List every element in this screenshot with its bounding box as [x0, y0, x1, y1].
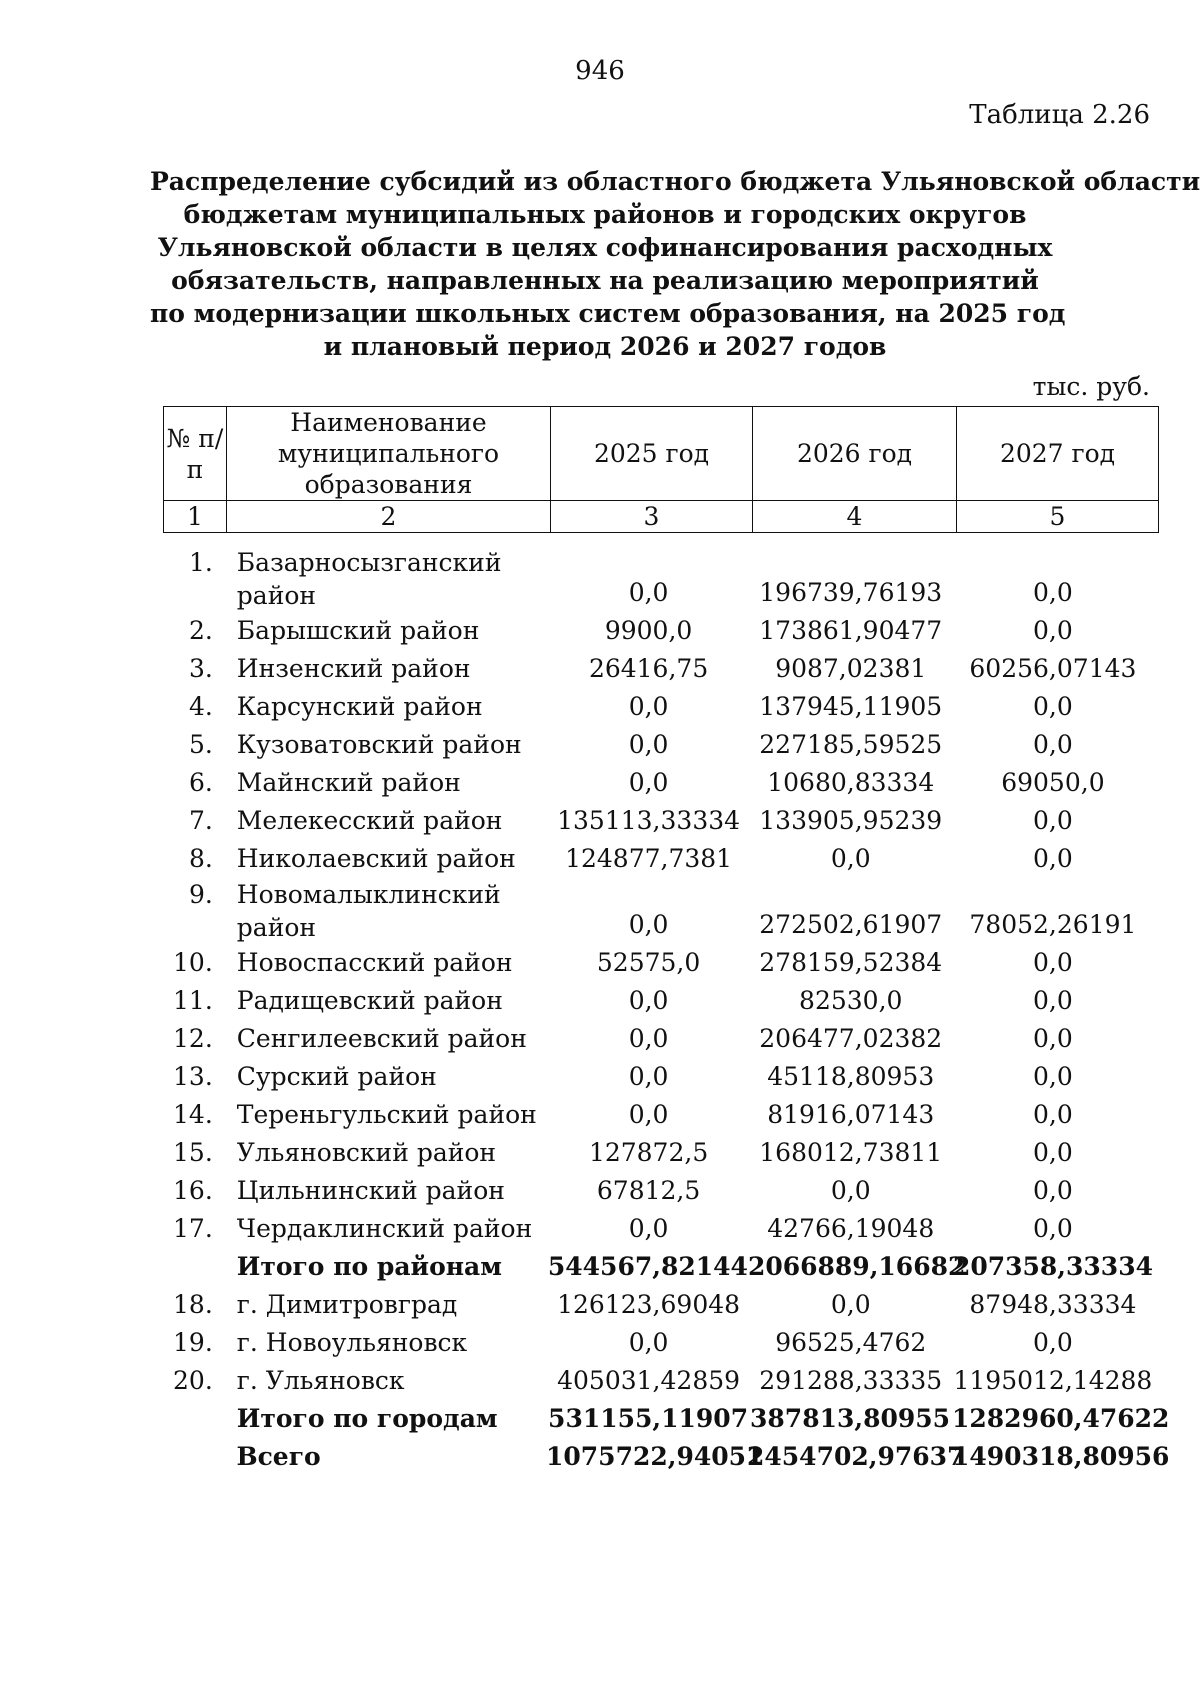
value-2027: 0,0: [1033, 986, 1073, 1015]
table-row: [163, 1210, 1153, 1248]
value-2026: 227185,59525: [759, 730, 943, 759]
value-2027: 1282960,47622: [952, 1404, 1170, 1433]
value-2025: 0,0: [628, 578, 669, 607]
row-number: 17.: [173, 1214, 213, 1243]
table-row: [163, 650, 1153, 688]
value-2027: 0,0: [1033, 1100, 1073, 1129]
row-number: 6.: [188, 768, 213, 797]
value-2026: 10680,83334: [767, 768, 935, 797]
table-row: [163, 546, 1153, 612]
municipality-name: Базарносызганский район: [236, 548, 502, 610]
value-2025: 0,0: [628, 1024, 669, 1053]
value-2027: 0,0: [1033, 730, 1073, 759]
value-2027: 0,0: [1033, 1214, 1073, 1243]
table-row: [163, 726, 1153, 764]
col-number: 3: [551, 501, 753, 533]
total-row: [163, 1400, 1170, 1438]
table-row: [163, 840, 1153, 878]
header-name: Наименование муниципального образования: [227, 407, 551, 501]
value-2025: 0,0: [628, 1214, 669, 1243]
municipality-name: г. Ульяновск: [236, 1366, 405, 1395]
header-num: № п/п: [164, 407, 227, 501]
row-number: 3.: [188, 654, 213, 683]
table-row: [163, 688, 1153, 726]
col-number: 2: [227, 501, 551, 533]
title-line: Ульяновской области в целях софинансирования расходных: [157, 233, 1053, 262]
value-2026: 173861,90477: [759, 616, 943, 645]
row-number: 19.: [173, 1328, 213, 1357]
total-row: [163, 1438, 1170, 1476]
value-2026: 272502,61907: [759, 910, 943, 939]
municipality-name: Новоспасский район: [236, 948, 513, 977]
table-row: [163, 1058, 1153, 1096]
value-2026: 0,0: [830, 1176, 871, 1205]
value-2025: 0,0: [628, 1062, 669, 1091]
row-number: 12.: [173, 1024, 213, 1053]
row-number: 7.: [188, 806, 213, 835]
value-2025: 0,0: [628, 1100, 669, 1129]
table-row: [163, 1020, 1153, 1058]
value-2026: 42766,19048: [767, 1214, 935, 1243]
value-2026: 2066889,16682: [747, 1252, 966, 1281]
value-2026: 206477,02382: [759, 1024, 943, 1053]
row-number: 14.: [173, 1100, 213, 1129]
municipality-name: Сурский район: [236, 1062, 437, 1091]
title-line: и плановый период 2026 и 2027 годов: [323, 332, 887, 361]
row-number: 16.: [173, 1176, 213, 1205]
value-2026: 137945,11905: [759, 692, 943, 721]
title-line: Распределение субсидий из областного бюджета Ульяновской области: [150, 167, 1200, 196]
value-2027: 78052,26191: [969, 910, 1137, 939]
value-2027: 0,0: [1033, 692, 1073, 721]
row-number: 5.: [188, 730, 213, 759]
value-2026: 387813,80955: [750, 1404, 951, 1433]
table-row: [163, 764, 1153, 802]
table-row: [163, 1134, 1153, 1172]
value-2026: 168012,73811: [759, 1138, 943, 1167]
municipality-name: Новомалыклинский район: [236, 880, 501, 942]
units-label: тыс. руб.: [1032, 372, 1150, 401]
value-2027: 0,0: [1033, 1024, 1073, 1053]
value-2025: 126123,69048: [557, 1290, 741, 1319]
value-2026: 291288,33335: [759, 1366, 943, 1395]
value-2025: 0,0: [628, 986, 669, 1015]
value-2025: 1075722,94051: [546, 1442, 764, 1471]
page-number: 946: [575, 56, 625, 86]
row-number: 10.: [173, 948, 213, 977]
table-body: [163, 546, 1170, 1476]
value-2026: 278159,52384: [759, 948, 943, 977]
value-2027: 1490318,80956: [952, 1442, 1170, 1471]
value-2025: 0,0: [628, 692, 669, 721]
value-2025: 67812,5: [596, 1176, 701, 1205]
municipality-name: Чердаклинский район: [236, 1214, 533, 1243]
municipality-name: Инзенский район: [236, 654, 471, 683]
row-number: 11.: [173, 986, 213, 1015]
row-number: 20.: [173, 1366, 213, 1395]
row-number: 9.: [188, 880, 213, 909]
value-2025: 405031,42859: [557, 1366, 741, 1395]
municipality-name: Итого по городам: [236, 1404, 498, 1433]
table-header: [163, 406, 1159, 533]
value-2026: 196739,76193: [759, 578, 943, 607]
value-2025: 52575,0: [596, 948, 701, 977]
header-2025: 2025 год: [551, 407, 753, 501]
row-number: 15.: [173, 1138, 213, 1167]
value-2027: 1195012,14288: [953, 1366, 1153, 1395]
table-row: [163, 612, 1153, 650]
value-2025: 0,0: [628, 768, 669, 797]
value-2025: 124877,7381: [565, 844, 733, 873]
municipality-name: Ульяновский район: [236, 1138, 497, 1167]
value-2026: 96525,4762: [775, 1328, 927, 1357]
title-line: по модернизации школьных систем образования, на 2025 год: [150, 299, 1066, 328]
value-2026: 81916,07143: [767, 1100, 935, 1129]
value-2027: 0,0: [1033, 616, 1073, 645]
municipality-name: Всего: [236, 1442, 321, 1471]
municipality-name: Итого по районам: [236, 1252, 502, 1281]
value-2025: 127872,5: [588, 1138, 709, 1167]
row-number: 4.: [188, 692, 213, 721]
col-number: 5: [957, 501, 1159, 533]
document-title: [150, 165, 1200, 363]
table-row: [163, 1172, 1153, 1210]
value-2026: 82530,0: [799, 986, 903, 1015]
municipality-name: Николаевский район: [236, 844, 516, 873]
row-number: 13.: [173, 1062, 213, 1091]
value-2027: 60256,07143: [969, 654, 1137, 683]
value-2025: 0,0: [628, 910, 669, 939]
value-2026: 0,0: [830, 844, 871, 873]
municipality-name: Майнский район: [236, 768, 461, 797]
row-number: 2.: [188, 616, 213, 645]
value-2027: 0,0: [1033, 1138, 1073, 1167]
row-number: 1.: [188, 548, 213, 577]
value-2025: 0,0: [628, 730, 669, 759]
municipality-name: Цильнинский район: [236, 1176, 505, 1205]
value-2027: 0,0: [1033, 578, 1073, 607]
value-2027: 87948,33334: [969, 1290, 1137, 1319]
municipality-name: Радищевский район: [236, 986, 503, 1015]
municipality-name: Карсунский район: [236, 692, 483, 721]
col-number: 4: [753, 501, 957, 533]
table-row: [163, 1324, 1153, 1362]
header-2027: 2027 год: [957, 407, 1159, 501]
value-2027: 0,0: [1033, 1062, 1073, 1091]
value-2027: 0,0: [1033, 1328, 1073, 1357]
municipality-name: Сенгилеевский район: [236, 1024, 527, 1053]
value-2027: 69050,0: [1001, 768, 1105, 797]
value-2027: 0,0: [1033, 806, 1073, 835]
municipality-name: г. Новоульяновск: [236, 1328, 468, 1357]
municipality-name: Кузоватовский район: [236, 730, 522, 759]
table-row: [163, 1362, 1153, 1400]
table-row: [163, 944, 1153, 982]
header-2026: 2026 год: [753, 407, 957, 501]
municipality-name: Мелекесский район: [236, 806, 503, 835]
municipality-name: Барышский район: [236, 616, 480, 645]
municipality-name: г. Димитровград: [236, 1290, 458, 1319]
table-row: [163, 1096, 1153, 1134]
value-2026: 133905,95239: [759, 806, 943, 835]
value-2025: 0,0: [628, 1328, 669, 1357]
value-2025: 9900,0: [604, 616, 693, 645]
value-2027: 207358,33334: [952, 1252, 1153, 1281]
col-number: 1: [164, 501, 227, 533]
value-2025: 531155,11907: [548, 1404, 749, 1433]
value-2026: 9087,02381: [775, 654, 927, 683]
total-row: [163, 1248, 1153, 1286]
value-2027: 0,0: [1033, 844, 1073, 873]
row-number: 8.: [188, 844, 213, 873]
value-2027: 0,0: [1033, 948, 1073, 977]
table-row: [163, 802, 1153, 840]
value-2025: 135113,33334: [557, 806, 741, 835]
table-label: Таблица 2.26: [969, 100, 1150, 130]
title-line: обязательств, направленных на реализацию мероприятий: [171, 266, 1039, 295]
value-2026: 45118,80953: [767, 1062, 935, 1091]
value-2026: 0,0: [830, 1290, 871, 1319]
row-number: 18.: [173, 1290, 213, 1319]
municipality-name: Тереньгульский район: [236, 1100, 537, 1129]
value-2025: 26416,75: [588, 654, 709, 683]
table-row: [163, 1286, 1153, 1324]
table-row: [163, 878, 1153, 944]
title-line: бюджетам муниципальных районов и городских округов: [183, 200, 1027, 229]
table-row: [163, 982, 1153, 1020]
value-2026: 2454702,97637: [747, 1442, 965, 1471]
value-2027: 0,0: [1033, 1176, 1073, 1205]
value-2025: 544567,82144: [547, 1252, 748, 1281]
